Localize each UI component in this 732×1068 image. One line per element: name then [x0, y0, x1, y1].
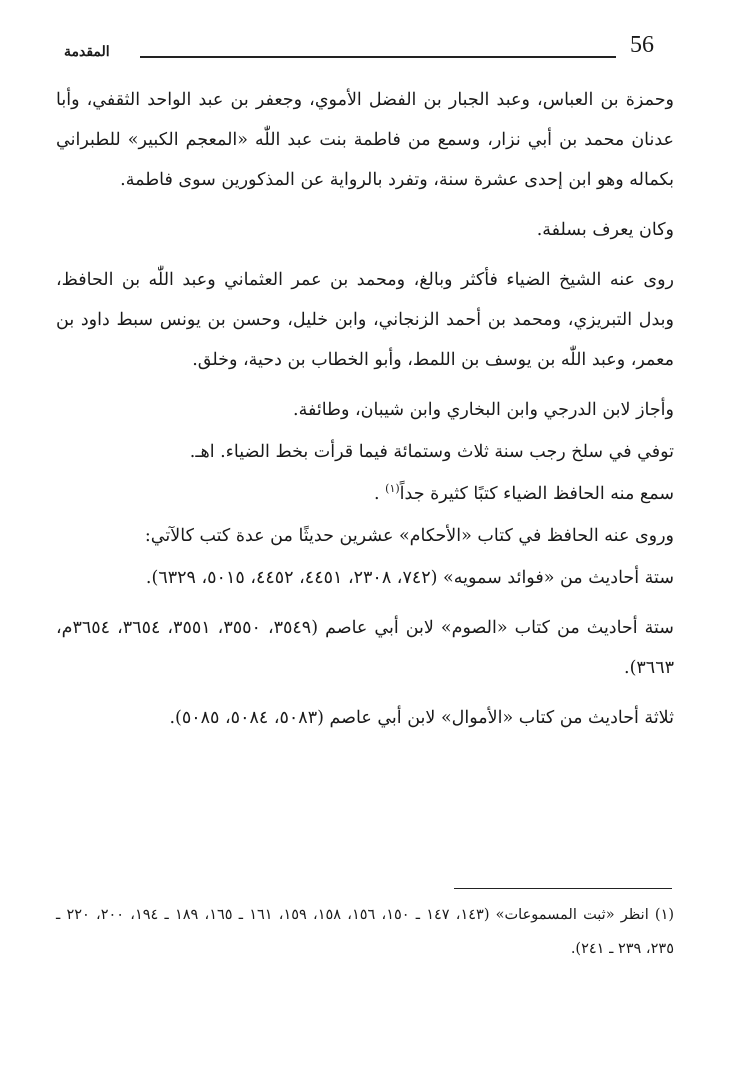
paragraph: ستة أحاديث من «فوائد سمويه» (٧٤٢، ٢٣٠٨، ٤٤٥١، ٤٤٥٢، ٥٠١٥، ٦٣٢٩). — [145, 568, 674, 588]
page-number: 56 — [630, 32, 654, 58]
body-text — [56, 80, 674, 748]
header-rule — [140, 56, 616, 58]
paragraph: توفي في سلخ رجب سنة ثلاث وستمائة فيما قرأت بخط الضياء. اهـ. — [189, 442, 674, 462]
paragraph-text: سمع منه الحافظ الضياء كتبًا كثيرة جداً — [399, 484, 674, 504]
running-title: المقدمة — [64, 44, 110, 60]
footnote-marker[interactable]: (١) — [385, 482, 400, 496]
footnote: (١) انظر «ثبت المسموعات» (١٤٣، ١٤٧ ـ ١٥٠، ١٥٦، ١٥٨، ١٥٩، ١٦١ ـ ١٦٥، ١٨٩ ـ ١٩٤، ٢٠٠، ٢٢٠ ـ ٢٣٥، ٢٣٩ ـ ٢٤١). — [56, 907, 675, 957]
paragraph: ستة أحاديث من كتاب «الصوم» لابن أبي عاصم (٣٥٤٩، ٣٥٥٠، ٣٥٥١، ٣٦٥٤، ٣٦٥٤م، ٣٦٦٣). — [56, 618, 674, 678]
page-header — [60, 28, 660, 68]
paragraph: وروى عنه الحافظ في كتاب «الأحكام» عشرين حديثًا من عدة كتب كالآتي: — [144, 526, 674, 546]
paragraph: ثلاثة أحاديث من كتاب «الأموال» لابن أبي عاصم (٥٠٨٣، ٥٠٨٤، ٥٠٨٥). — [169, 708, 674, 728]
paragraph: وكان يعرف بسلفة. — [536, 220, 674, 240]
paragraph: وحمزة بن العباس، وعبد الجبار بن الفضل الأموي، وجعفر بن عبد الواحد الثقفي، وأبا عدنان محمد بن أبي نزار، وسمع من فاطمة بنت عبد اللّٰه «المعجم الكبير» للطبراني بكماله وهو ابن إحدى عشرة سنة، وتفرد بالرواية عن المذكورين سوى فاطمة. — [56, 90, 674, 190]
paragraph: سمع منه الحافظ الضياء كتبًا كثيرة جداً$^{(١)}$ . — [374, 482, 674, 504]
paragraph: روى عنه الشيخ الضياء فأكثر وبالغ، ومحمد بن عمر العثماني وعبد اللّٰه بن الحافظ، وبدل التبريزي، ومحمد بن أحمد الزنجاني، وابن خليل، وحسن بن يونس سبط داود بن معمر، وعبد اللّٰه بن يوسف بن اللمط، وأبو الخطاب بن دحية، وخلق. — [56, 270, 674, 370]
footnote-rule — [454, 888, 672, 889]
paragraph: وأجاز لابن الدرجي وابن البخاري وابن شيبان، وطائفة. — [293, 400, 674, 420]
